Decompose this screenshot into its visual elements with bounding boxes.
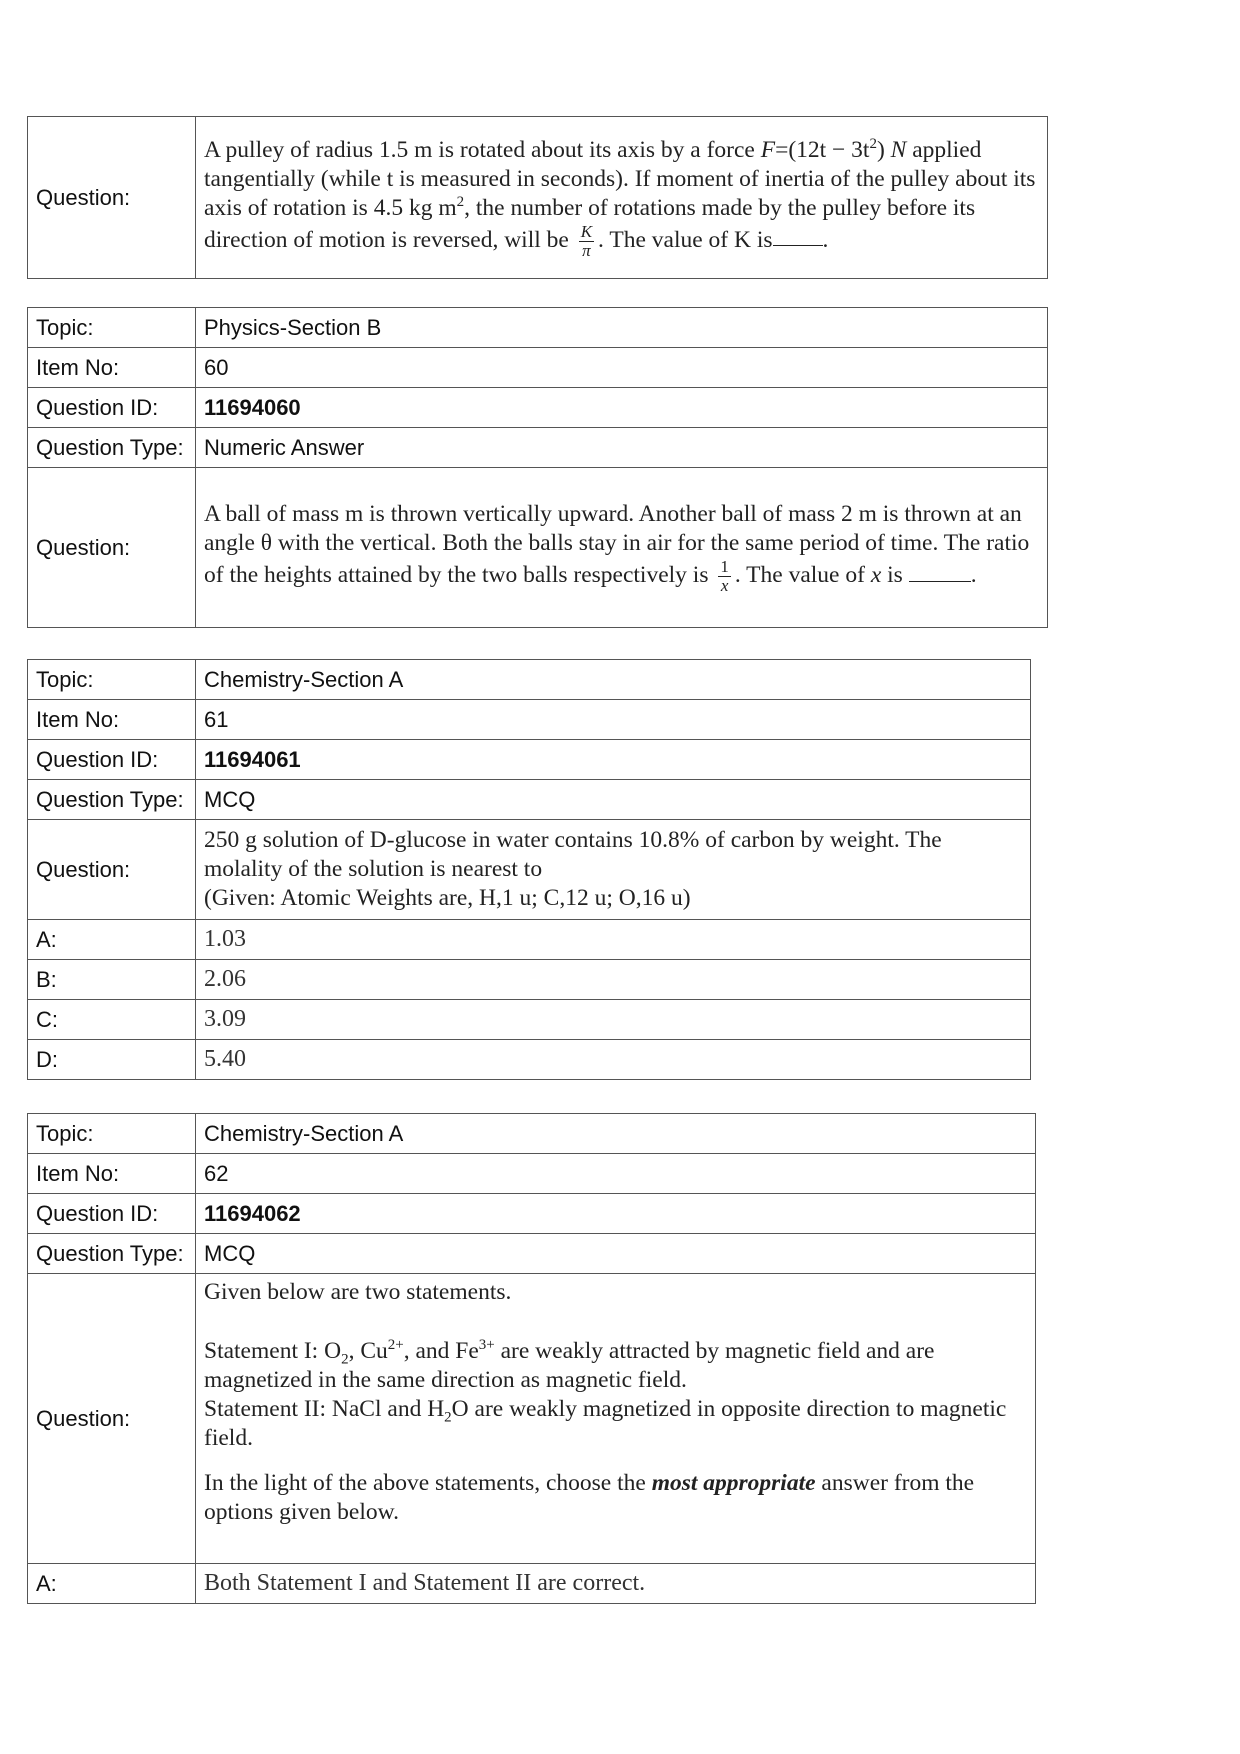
fraction-1-over-x: $\frac{1}{x}$ <box>720 557 729 595</box>
question-intro: Given below are two statements. <box>204 1279 512 1305</box>
question-text: A ball of mass m is thrown vertically upward. Another ball of mass 2 m is thrown at an angle θ with the vertical. Both the balls stay in air for the same period of time. The ratio of the heights attained by the two balls respectively is $\frac{1}{x}$ . The value of x is . <box>196 468 1048 628</box>
question-text <box>196 1274 1036 1564</box>
question-label: Question: <box>28 117 196 279</box>
question-id-label: Question ID: <box>28 1194 196 1234</box>
question-id-value: 11694062 <box>196 1194 1036 1234</box>
question-label: Question: <box>28 468 196 628</box>
option-a-value: 1.03 <box>196 920 1031 960</box>
question-id-value: 11694061 <box>196 740 1031 780</box>
option-c-value: 3.09 <box>196 1000 1031 1040</box>
topic-value: Chemistry-Section A <box>196 660 1031 700</box>
question-instruction: In the light of the above statements, choose the most appropriate answer from the options given below. <box>204 1470 975 1525</box>
option-a-label: A: <box>28 920 196 960</box>
item-no-value: 62 <box>196 1154 1036 1194</box>
question-table-4 <box>27 1113 1036 1604</box>
option-d-label: D: <box>28 1040 196 1080</box>
topic-label: Topic: <box>28 308 196 348</box>
question-text: A pulley of radius 1.5 m is rotated about its axis by a force $F=(12t - 3t^2)$ N applied tangentially (while t is measured in seconds). If moment of inertia of the pulley about its axis of rotation is 4.5 kg $m^2$, the number of rotations made by the pulley before its direction of motion is reversed, will be $\frac{K}{\pi}$ . The value of K is . <box>196 117 1048 279</box>
statement-2: Statement II: NaCl and $H_2O$ are weakly magnetized in opposite direction to magnetic field. <box>204 1396 1007 1451</box>
option-a-value: Both Statement I and Statement II are correct. <box>196 1564 1036 1604</box>
option-a-label: A: <box>28 1564 196 1604</box>
question-label: Question: <box>28 1274 196 1564</box>
option-b-label: B: <box>28 960 196 1000</box>
question-type-value: MCQ <box>196 1234 1036 1274</box>
question-label: Question: <box>28 820 196 920</box>
statement-1: Statement I: $O_2$, $Cu^{2+}$, and $Fe^{3+}$ are weakly attracted by magnetic field and are magnetized in the same direction as magnetic field. <box>204 1337 935 1393</box>
option-b-value: 2.06 <box>196 960 1031 1000</box>
answer-blank <box>773 244 823 246</box>
item-no-label: Item No: <box>28 348 196 388</box>
question-table-3 <box>27 659 1031 1080</box>
question-id-value: 11694060 <box>196 388 1048 428</box>
answer-blank <box>909 580 971 582</box>
question-line-2: (Given: Atomic Weights are, H,1 u; C,12 u; O,16 u) <box>204 885 691 911</box>
question-type-label: Question Type: <box>28 780 196 820</box>
option-c-label: C: <box>28 1000 196 1040</box>
question-table-1 <box>27 116 1048 279</box>
question-table-2 <box>27 307 1048 628</box>
topic-value: Physics-Section B <box>196 308 1048 348</box>
question-id-label: Question ID: <box>28 388 196 428</box>
question-id-label: Question ID: <box>28 740 196 780</box>
question-type-label: Question Type: <box>28 428 196 468</box>
question-text <box>196 820 1031 920</box>
question-type-label: Question Type: <box>28 1234 196 1274</box>
fraction-k-over-pi: $\frac{K}{\pi}$ <box>580 221 593 260</box>
item-no-value: 60 <box>196 348 1048 388</box>
question-line-1: 250 g solution of D-glucose in water contains 10.8% of carbon by weight. The molality of the solution is nearest to <box>204 827 942 882</box>
topic-label: Topic: <box>28 660 196 700</box>
item-no-value: 61 <box>196 700 1031 740</box>
option-d-value: 5.40 <box>196 1040 1031 1080</box>
item-no-label: Item No: <box>28 700 196 740</box>
topic-value: Chemistry-Section A <box>196 1114 1036 1154</box>
question-type-value: Numeric Answer <box>196 428 1048 468</box>
topic-label: Topic: <box>28 1114 196 1154</box>
question-type-value: MCQ <box>196 780 1031 820</box>
item-no-label: Item No: <box>28 1154 196 1194</box>
